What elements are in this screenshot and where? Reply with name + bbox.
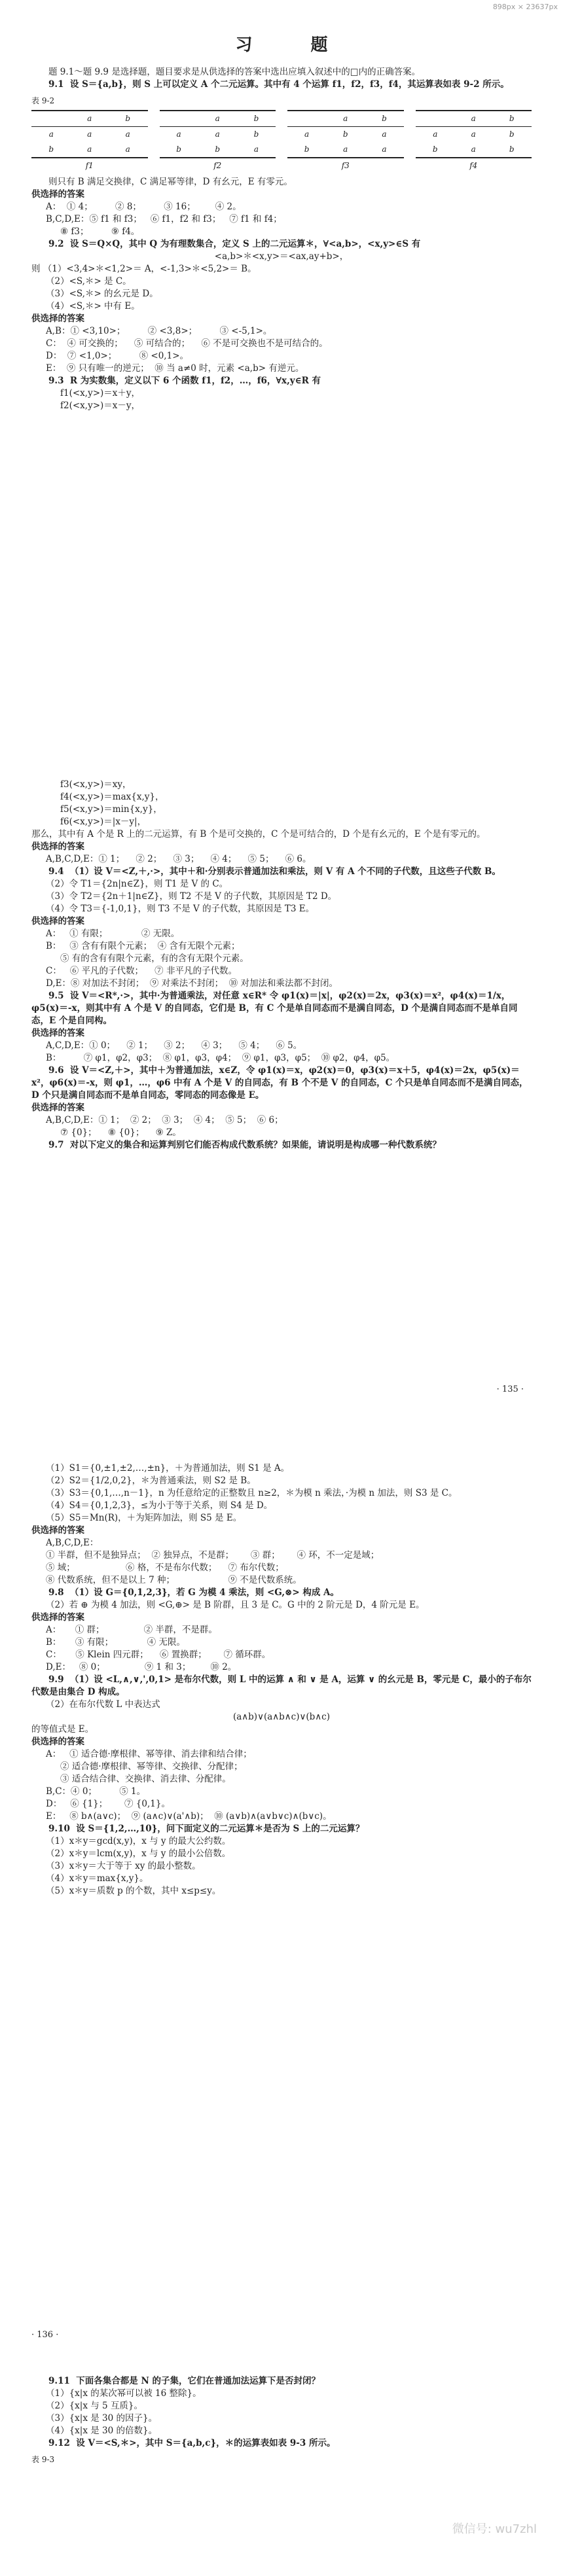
page-number: · 135 ·	[496, 1385, 524, 1394]
text-line: 9.6 设 V＝<Z,＋>，其中＋为普通加法，x∈Z，令 φ1(x)＝x，φ2(x)＝0，φ3(x)＝x＋5，φ4(x)＝2x，φ5(x)＝x²，φ6(x)＝-x，则 φ1，…，φ6 中有 A 个是 V 的自同态，有 B 个不是 V 的自同态，C 个只是单自同态而不是满自同态，D 个只是满自同态而不是单自同态，零同态的同态像是 E。	[31, 1065, 528, 1101]
table-cell: b	[365, 111, 403, 127]
text-line: B： ⑦ φ1，φ2，φ3； ⑧ φ1，φ3，φ4； ⑨ φ1，φ3，φ5； ⑩ φ2，φ4，φ5。	[46, 1053, 395, 1063]
text-line: 的等值式是 E。	[31, 1724, 94, 1735]
text-line: A： ① 有限； ② 无限。	[46, 928, 180, 939]
text-line: 9.9 （1）设 <L,∧,∨,',0,1> 是布尔代数，则 L 中的运算 ∧ 和 ∨ 是 A，运算 ∨ 的幺元是 B，零元是 C，最小的子布尔代数是由集合 D 构成。	[31, 1674, 532, 1697]
text-line: 9.10 设 S＝{1,2,…,10}，问下面定义的二元运算＊是否为 S 上的二元运算？	[48, 1824, 365, 1834]
text-line: 9.12 设 V＝<S,＊>，其中 S＝{a,b,c}，＊的运算表如表 9-3 所示。	[48, 2438, 336, 2448]
table-cell: b	[31, 142, 71, 158]
text-line: （4）x＊y＝max{x,y}。	[46, 1873, 149, 1884]
page-137-partial	[0, 2349, 563, 2576]
text-line: 9.3 R 为实数集，定义以下 6 个函数 f1，f2，…，f6，∀x,y∈R 有	[48, 376, 321, 386]
text-line: 9.4 （1）设 V＝<Z,＋,·>，其中＋和·分别表示普通加法和乘法，则 V 有 A 个不同的子代数，且这些子代数 B。	[48, 866, 501, 877]
table-cell	[416, 111, 456, 127]
text-line: <a,b>＊<x,y>＝<ax,ay+b>，	[214, 251, 349, 262]
text-line: 则只有 B 满足交换律，C 满足幂等律，D 有幺元，E 有零元。	[48, 177, 293, 187]
page3-content	[31, 2375, 532, 2469]
operation-table	[287, 110, 404, 172]
text-line: A,B,C,D,E：① 1； ② 2； ③ 3； ④ 4； ⑤ 5； ⑥ 6；	[46, 1115, 283, 1125]
text-line: （5）S5＝Mn(R)，＋为矩阵加法，则 S5 是 E。	[46, 1513, 242, 1523]
table-cell: a	[87, 130, 92, 139]
table-cell: a	[176, 130, 181, 139]
operation-table	[31, 110, 148, 172]
text-line: 供选择的答案	[31, 1028, 84, 1038]
text-line: f5(<x,y>)＝min{x,y}，	[60, 804, 162, 815]
table-cell: a	[71, 111, 108, 127]
text-line: 那么，其中有 A 个是 R 上的二元运算，有 B 个是可交换的，C 个是可结合的，D 个是有幺元的，E 个是有零元的。	[31, 829, 486, 839]
table-cell: b	[160, 142, 198, 158]
table-cell: a	[304, 130, 310, 139]
text-line: 供选择的答案	[31, 189, 84, 200]
page-136	[0, 1403, 563, 2349]
table-cell: a	[433, 130, 438, 139]
text-line: 9.7 对以下定义的集合和运算判别它们能否构成代数系统？如果能，请说明是构成哪一种代数系统？	[48, 1140, 441, 1150]
text-line: D： ⑦ <1,0>； ⑧ <0,1>。	[46, 351, 189, 361]
text-line: （1）S1＝{0,±1,±2,…,±n}，＋为普通加法，则 S1 是 A。	[46, 1463, 290, 1473]
text-line: 9.8 （1）设 G＝{0,1,2,3}，若 G 为模 4 乘法，则 <G,⊗> 构成 A。	[48, 1587, 340, 1598]
table-cell: b	[492, 142, 532, 158]
text-line: (a∧b)∨(a∧b∧c)∨(b∧c)	[232, 1712, 331, 1722]
text-line: A,B,C,D,E：	[46, 1538, 99, 1548]
table-cell: b	[342, 130, 348, 139]
text-line: 则 （1）<3,4>＊<1,2>＝ A，<-1,3>＊<5,2>＝ B。	[31, 264, 257, 274]
text-line: C： ⑥ 平凡的子代数； ⑦ 非平凡的子代数。	[46, 966, 237, 976]
table-cell: a	[215, 130, 220, 139]
text-line: B,C：④ 0； ⑤ 1。	[46, 1786, 146, 1797]
corner-info: 898px × 23637px	[492, 3, 558, 11]
table-cell: a	[48, 130, 54, 139]
text-line: 供选择的答案	[31, 916, 84, 926]
table-cell: a	[382, 130, 387, 139]
table-cell: a	[198, 111, 237, 127]
text-line: （3）S3＝{0,1,…,n－1}，n 为任意给定的正整数且 n≥2，＊为模 n 乘法，·为模 n 加法，则 S3 是 C。	[46, 1488, 458, 1498]
text-line: A： ① 4； ② 8； ③ 16； ④ 2。	[46, 202, 242, 212]
text-line: A,B：① <3,10>； ② <3,8>； ③ <-5,1>。	[46, 326, 272, 336]
text-line: （2）在布尔代数 L 中表达式	[46, 1699, 160, 1710]
table-cell	[31, 111, 71, 127]
text-line: （4）S4＝{0,1,2,3}，≤为小于等于关系，则 S4 是 D。	[46, 1500, 273, 1511]
text-line: 供选择的答案	[31, 1525, 84, 1536]
text-line: （4）令 T3＝{-1,0,1}，则 T3 不是 V 的子代数，其原因是 T3 E。	[46, 904, 315, 914]
text-line: A,C,D,E：① 0； ② 1； ③ 2； ④ 3； ⑤ 4； ⑥ 5。	[46, 1040, 302, 1051]
table-cell: b	[287, 142, 326, 158]
text-line: 供选择的答案	[31, 313, 84, 324]
page-number: · 136 ·	[31, 2330, 59, 2340]
table-cell: a	[455, 142, 492, 158]
page-title: 习 题	[235, 35, 354, 55]
page2-content	[31, 1462, 532, 1897]
text-line: f6(<x,y>)＝|x－y|，	[60, 817, 147, 827]
operation-table	[416, 110, 532, 172]
table-cell: a	[237, 142, 276, 158]
text-line: B： ③ 含有有限个元素； ④ 含有无限个元素；	[46, 941, 240, 951]
table-cell: b	[198, 142, 237, 158]
text-line: f4(<x,y>)＝max{x,y}，	[60, 792, 164, 802]
watermark: 微信号: wu7zhl	[452, 2522, 537, 2536]
text-line: 9.5 设 V＝<R*,·>，其中·为普通乘法，对任意 x∈R* 令 φ1(x)＝|x|，φ2(x)＝2x，φ3(x)＝x²，φ4(x)＝1/x，φ5(x)＝-x，则其中有 A 个是 V 的自同态，它们是 B，有 C 个是单自同态而不是满自同态，D 个是满自同态而不是单自同态，E 个是自同构。	[31, 991, 518, 1026]
text-line: （4）{x|x 是 30 的倍数}。	[46, 2426, 158, 2436]
table-label: f3	[341, 161, 350, 170]
text-line: （2）S2＝{1/2,0,2}，＊为普通乘法，则 S2 是 B。	[46, 1475, 256, 1486]
text-line: ⑧ 代数系统，但不是以上 7 种； ⑨ 不是代数系统。	[46, 1575, 302, 1585]
text-line: D,E： ⑧ 0； ⑨ 1 和 3； ⑩ 2。	[46, 1662, 237, 1672]
text-line: A,B,C,D,E：① 1； ② 2； ③ 3； ④ 4； ⑤ 5； ⑥ 6。	[46, 854, 312, 864]
text-line: ⑧ f3； ⑨ f4。	[60, 226, 140, 237]
text-line: （2）若 ⊕ 为模 4 加法，则 <G,⊕> 是 B 阶群，且 3 是 C。G 中的 2 阶元是 D，4 阶元是 E。	[46, 1600, 425, 1610]
table-cell: a	[326, 142, 365, 158]
table-caption: 表 9-3	[31, 2455, 55, 2464]
table-label: f2	[213, 161, 222, 170]
text-line: （3）令 T2＝{2n＋1|n∈Z}，则 T2 不是 V 的子代数，其原因是 T2 D。	[46, 891, 337, 902]
text-line: 供选择的答案	[31, 1103, 84, 1113]
text-line: （5）x＊y＝质数 p 的个数，其中 x≤p≤y。	[46, 1886, 221, 1896]
table-cell: b	[416, 142, 456, 158]
text-line: f1(<x,y>)＝x＋y，	[60, 388, 141, 398]
text-line: ⑤ 有的含有有限个元素，有的含有无限个元素。	[60, 953, 249, 964]
table-cell	[160, 111, 198, 127]
text-line: （2）{x|x 与 5 互质}。	[46, 2401, 143, 2411]
table-cell: b	[492, 111, 532, 127]
text-line: E： ⑨ 只有唯一的逆元； ⑩ 当 a≠0 时，元素 <a,b> 有逆元。	[46, 363, 304, 374]
text-line: ③ 适合结合律、交换律、消去律、分配律。	[60, 1774, 231, 1784]
table-cell: b	[253, 130, 259, 139]
table-cell	[287, 111, 326, 127]
text-line: ② 适合德·摩根律、幂等律、交换律、分配律；	[60, 1761, 243, 1772]
table-caption: 表 9-2	[31, 96, 55, 105]
text-line: f3(<x,y>)＝xy，	[60, 779, 132, 790]
text-line: D： ⑥ {1}； ⑦ {0,1}。	[46, 1799, 170, 1809]
operation-tables	[31, 110, 532, 172]
text-line: （1）{x|x 的某次幂可以被 16 整除}。	[46, 2388, 202, 2399]
table-cell: a	[471, 130, 476, 139]
table-cell: b	[237, 111, 276, 127]
text-line: （3）x＊y＝大于等于 xy 的最小整数。	[46, 1861, 201, 1871]
table-label: f4	[469, 161, 478, 170]
text-line: B： ③ 有限； ④ 无限。	[46, 1637, 185, 1648]
table-cell: a	[455, 111, 492, 127]
text-line: ⑤ 域； ⑥ 格，不是布尔代数； ⑦ 布尔代数；	[46, 1562, 284, 1573]
text-line: 9.1 设 S＝{a,b}，则 S 上可以定义 A 个二元运算。其中有 4 个运算 f1，f2，f3，f4，其运算表如表 9-2 所示。	[48, 79, 509, 90]
text-line: （2）<S,＊> 是 C。	[46, 276, 132, 287]
text-line: （2）x＊y＝lcm(x,y)，x 与 y 的最小公倍数。	[46, 1848, 231, 1859]
text-line: （3）<S,＊> 的幺元是 D。	[46, 289, 158, 299]
text-line: C： ⑤ Klein 四元群； ⑥ 置换群； ⑦ 循环群。	[46, 1650, 271, 1660]
text-line: D,E：⑧ 对加法不封闭； ⑨ 对乘法不封闭； ⑩ 对加法和乘法都不封闭。	[46, 978, 338, 989]
text-line: （3）{x|x 是 30 的因子}。	[46, 2413, 158, 2424]
table-cell: a	[71, 142, 108, 158]
table-cell: a	[326, 111, 365, 127]
text-line: 供选择的答案	[31, 841, 84, 852]
text-line: A： ① 群； ② 半群，不是群。	[46, 1625, 217, 1635]
table-cell: b	[108, 111, 148, 127]
text-line: 题 9.1～题 9.9 是选择题，题目要求是从供选择的答案中选出应填入叙述中的□内的正确答案。	[48, 67, 421, 77]
text-line: A： ① 适合德·摩根律、幂等律、消去律和结合律；	[46, 1749, 252, 1759]
text-line: C： ④ 可交换的； ⑤ 可结合的； ⑥ 不是可交换也不是可结合的。	[46, 338, 328, 349]
table-cell: b	[509, 130, 515, 139]
text-line: ① 半群，但不是独异点； ② 独异点，不是群； ③ 群； ④ 环，不一定是域；	[46, 1550, 380, 1561]
text-line: ⑦ {0}； ⑧ {0}； ⑨ Z。	[60, 1127, 181, 1138]
text-line: f2(<x,y>)＝x－y，	[60, 400, 141, 411]
table-cell: a	[108, 142, 148, 158]
table-cell: a	[365, 142, 403, 158]
text-line: 供选择的答案	[31, 1737, 84, 1747]
table-cell: a	[125, 130, 130, 139]
page1-content	[31, 35, 532, 1152]
operation-table	[160, 110, 276, 172]
text-line: 供选择的答案	[31, 1612, 84, 1623]
text-line: E： ⑧ b∧(a∨c)； ⑨ (a∧c)∨(a'∧b)； ⑩ (a∨b)∧(a∨b∨c)∧(b∨c)。	[46, 1811, 332, 1822]
text-line: 9.2 设 S＝Q×Q，其中 Q 为有理数集合，定义 S 上的二元运算＊，∀<a,b>，<x,y>∈S 有	[48, 239, 421, 249]
text-line: 9.11 下面各集合都是 N 的子集，它们在普通加法运算下是否封闭？	[48, 2376, 321, 2386]
text-line: （2）令 T1＝{2n|n∈Z}，则 T1 是 V 的 C。	[46, 879, 228, 889]
table-label: f1	[85, 161, 94, 170]
text-line: （1）x＊y＝gcd(x,y)，x 与 y 的最大公约数。	[46, 1836, 231, 1846]
blank-area	[31, 412, 532, 779]
text-line: B,C,D,E：⑤ f1 和 f3； ⑥ f1，f2 和 f3； ⑦ f1 和 f4；	[46, 214, 282, 224]
text-line: （4）<S,＊> 中有 E。	[46, 301, 140, 311]
